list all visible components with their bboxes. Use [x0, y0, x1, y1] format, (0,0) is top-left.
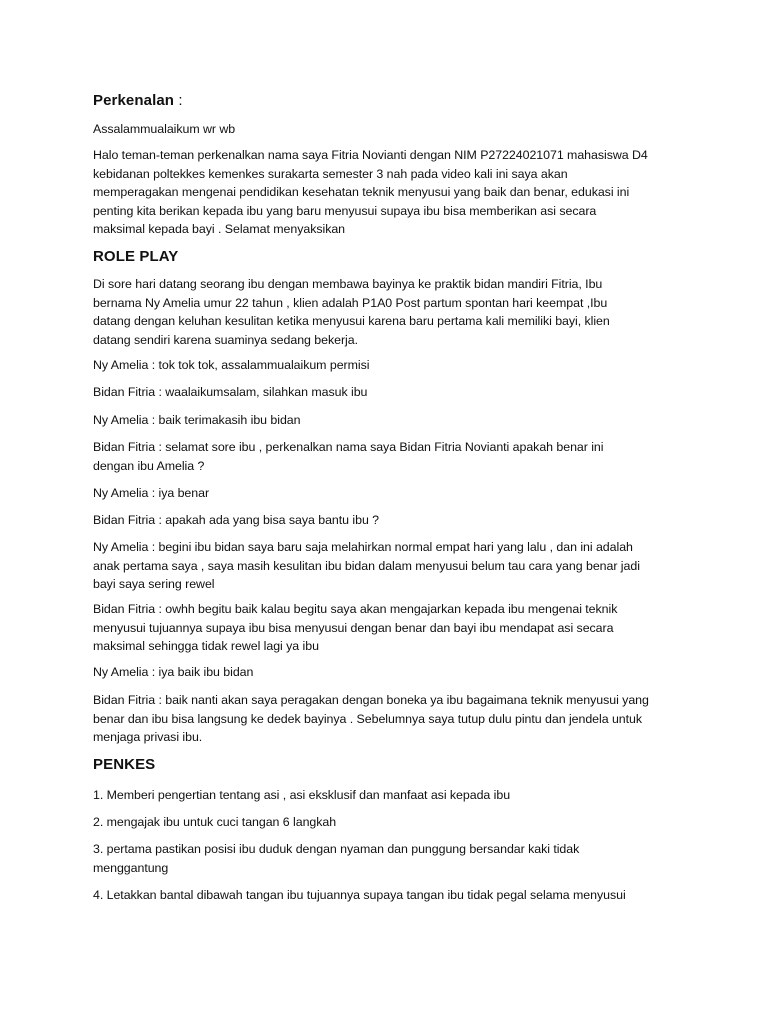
dialogue-text: menyusui tujuannya supaya ibu bisa menyusui dengan benar dan bayi ibu mendapat asi secara — [93, 620, 614, 635]
dialogue-text: anak pertama saya , saya masih kesulitan ibu bidan dalam menyusui belum tau cara yang benar jadi — [93, 558, 640, 573]
dialogue-text: Bidan Fitria : selamat sore ibu , perkenalkan nama saya Bidan Fitria Novianti apakah benar ini — [93, 440, 604, 454]
intro-line: Halo teman-teman perkenalkan nama saya Fitria Novianti dengan NIM P27224021071 mahasiswa D4 — [93, 148, 648, 162]
penkes-item-3 — [93, 840, 579, 877]
intro-line: maksimal kepada bayi . Selamat menyaksikan — [93, 222, 346, 237]
heading-colon: : — [174, 92, 183, 109]
dialogue-text: Ny Amelia : iya baik ibu bidan — [93, 665, 254, 679]
heading-perkenalan — [93, 92, 183, 109]
penkes-item-text: menggantung — [93, 860, 169, 875]
dialogue-text: menjaga privasi ibu. — [93, 730, 203, 745]
dialogue-text: Ny Amelia : tok tok tok, assalammualaikum permisi — [93, 358, 370, 372]
penkes-item-2 — [93, 813, 336, 832]
heading-role-play — [93, 248, 178, 265]
intro-line: memperagakan mengenai pendidikan kesehatan teknik menyusui yang baik dan benar, edukasi ini — [93, 185, 630, 200]
dialogue-text: Ny Amelia : baik terimakasih ibu bidan — [93, 413, 301, 427]
dialogue-text: Bidan Fitria : waalaikumsalam, silahkan masuk ibu — [93, 385, 368, 399]
scenario-line: datang sendiri karena suaminya sedang bekerja. — [93, 332, 358, 347]
dialogue-text: bayi saya sering rewel — [93, 577, 215, 592]
penkes-item-4 — [93, 886, 626, 905]
dialogue-line-7 — [93, 538, 640, 594]
penkes-item-text: 2. mengajak ibu untuk cuci tangan 6 langkah — [93, 815, 337, 829]
penkes-item-text: 1. Memberi pengertian tentang asi , asi eksklusif dan manfaat asi kepada ibu — [93, 788, 511, 802]
dialogue-line-5 — [93, 484, 209, 503]
heading-penkes-text: PENKES — [93, 756, 156, 773]
heading-penkes — [93, 756, 155, 773]
scenario-paragraph — [93, 275, 610, 349]
dialogue-text: Bidan Fitria : baik nanti akan saya peragakan dengan boneka ya ibu bagaimana teknik menyusui yang — [93, 693, 649, 707]
penkes-item-text: 4. Letakkan bantal dibawah tangan ibu tujuannya supaya tangan ibu tidak pegal selama menyusui — [93, 888, 626, 902]
dialogue-line-9 — [93, 663, 253, 682]
dialogue-text: Ny Amelia : begini ibu bidan saya baru saja melahirkan normal empat hari yang lalu , dan ini adalah — [93, 540, 633, 554]
dialogue-line-4 — [93, 438, 603, 475]
dialogue-line-10 — [93, 691, 649, 747]
dialogue-text: benar dan ibu bisa langsung ke dedek bayinya . Sebelumnya saya tutup dulu pintu dan jendela untuk — [93, 711, 643, 726]
heading-role-play-text: ROLE PLAY — [93, 248, 179, 265]
dialogue-line-8 — [93, 600, 617, 656]
dialogue-line-2 — [93, 383, 367, 402]
scenario-line: Di sore hari datang seorang ibu dengan membawa bayinya ke praktik bidan mandiri Fitria, Ibu — [93, 277, 603, 291]
dialogue-text: Bidan Fitria : apakah ada yang bisa saya bantu ibu ? — [93, 513, 380, 527]
dialogue-line-6 — [93, 511, 379, 530]
heading-perkenalan-text: Perkenalan — [93, 92, 175, 109]
penkes-item-text: 3. pertama pastikan posisi ibu duduk dengan nyaman dan punggung bersandar kaki tidak — [93, 842, 580, 856]
dialogue-text: Bidan Fitria : owhh begitu baik kalau begitu saya akan mengajarkan kepada ibu mengenai teknik — [93, 602, 618, 616]
penkes-item-1 — [93, 786, 510, 805]
intro-line: kebidanan poltekkes kemenkes surakarta semester 3 nah pada video kali ini saya akan — [93, 166, 568, 181]
scenario-line: bernama Ny Amelia umur 22 tahun , klien adalah P1A0 Post partum spontan hari keempat ,Ibu — [93, 295, 608, 310]
dialogue-text: Ny Amelia : iya benar — [93, 486, 210, 500]
intro-line: penting kita berikan kepada ibu yang baru menyusui supaya ibu bisa memberikan asi secara — [93, 203, 597, 218]
dialogue-text: maksimal sehingga tidak rewel lagi ya ibu — [93, 639, 319, 654]
dialogue-line-1 — [93, 356, 369, 375]
intro-paragraph — [93, 146, 648, 239]
dialogue-line-3 — [93, 411, 300, 430]
scenario-line: datang dengan keluhan kesulitan ketika menyusui karena baru pertama kali memiliki bayi, klien — [93, 314, 610, 329]
greeting-paragraph — [93, 120, 235, 139]
dialogue-text: dengan ibu Amelia ? — [93, 458, 205, 473]
greeting-line: Assalammualaikum wr wb — [93, 122, 236, 136]
